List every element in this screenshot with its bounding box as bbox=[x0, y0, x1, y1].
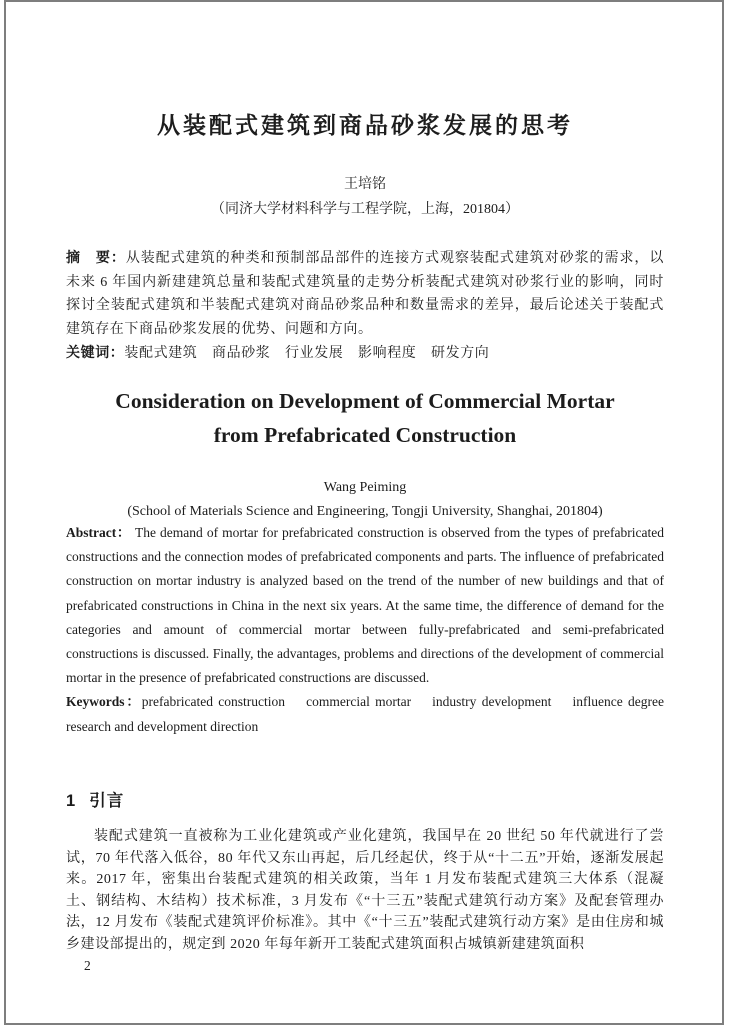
chinese-abstract-block bbox=[66, 246, 664, 366]
english-author: Wang Peiming bbox=[323, 480, 407, 495]
section-paragraph: 装配式建筑一直被称为工业化建筑或产业化建筑，我国早在 20 世纪 50 年代就进行了尝试，70 年代落入低谷，80 年代又东山再起，后几经起伏，终于从“十二五”开始，逐渐发展起来。2017 年，密集出台装配式建筑的相关政策，当年 1 月发布装配式建筑三大体系（混凝土、钢结构、木结构）技术标准，3 月发布《“十三五”装配式建筑行动方案》及配套管理办法，12 月发布《装配式建筑评价标准》。其中《“十三五”装配式建筑行动方案》是由住房和城乡建设部提出的，规定到 2020 年每年新开工装配式建筑面积占城镇新建建筑面积 bbox=[66, 829, 664, 952]
chinese-abstract-label: 摘 要： bbox=[66, 249, 126, 265]
english-title-line1: Consideration on Development of Commercial Mortar bbox=[115, 389, 615, 413]
page-number: 2 bbox=[84, 958, 91, 973]
chinese-keywords-text: 装配式建筑 商品砂浆 行业发展 影响程度 研发方向 bbox=[124, 346, 490, 361]
chinese-author: 王培铭 bbox=[344, 177, 386, 192]
chinese-title: 从装配式建筑到商品砂浆发展的思考 bbox=[157, 112, 573, 138]
english-keywords-label: Keywords： bbox=[66, 694, 142, 710]
english-abstract-label: Abstract： bbox=[66, 525, 132, 540]
section-heading-label: 引言 bbox=[89, 792, 125, 810]
chinese-abstract bbox=[66, 246, 664, 341]
section-introduction bbox=[66, 790, 664, 956]
section-heading-number: 1 bbox=[66, 792, 76, 810]
english-abstract-block bbox=[66, 521, 678, 739]
english-affiliation: (School of Materials Science and Engineering, Tongji University, Shanghai, 201804) bbox=[127, 504, 603, 519]
english-keywords-text: prefabricated construction commercial mortar industry development influence degree research and development direction bbox=[66, 694, 678, 734]
english-title bbox=[66, 384, 664, 452]
chinese-abstract-text: 从装配式建筑的种类和预制部品部件的连接方式观察装配式建筑对砂浆的需求，以未来 6 年国内新建建筑总量和装配式建筑量的走势分析装配式建筑对砂浆行业的影响，同时探讨全装配式建筑和半装配式建筑对商品砂浆品种和数量需求的差异，最后论述关于装配式建筑存在下商品砂浆发展的优势、问题和方向。 bbox=[66, 251, 664, 337]
chinese-affiliation: （同济大学材料科学与工程学院，上海，201804） bbox=[211, 202, 519, 217]
english-title-line2: from Prefabricated Construction bbox=[213, 423, 517, 447]
english-abstract-text: The demand of mortar for prefabricated construction is observed from the types of prefabricated constructions and the connection modes of prefabricated components and parts. The influence of prefabricated construction on mortar industry is analyzed based on the trend of the number of new buildings and that of prefabricated constructions in China in the next six years. At the same time, the difference of demand for the categories and amount of commercial mortar between fully-prefabricated and semi-prefabricated constructions is discussed. Finally, the advantages, problems and directions of the development of commercial mortar in the presence of prefabricated constructions are discussed. bbox=[66, 525, 664, 686]
section-heading bbox=[66, 790, 664, 812]
english-abstract bbox=[66, 521, 664, 690]
chinese-keywords-label: 关键词： bbox=[66, 344, 125, 360]
chinese-keywords bbox=[66, 341, 664, 366]
english-keywords bbox=[66, 690, 678, 738]
